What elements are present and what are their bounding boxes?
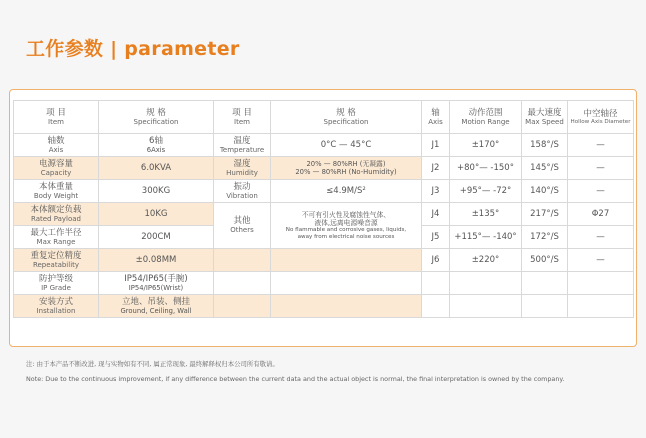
motion-range-cell: +80°— -150° <box>450 157 522 180</box>
empty-cell <box>522 295 568 318</box>
header-spec-1: 规 格 Specification <box>99 101 214 134</box>
empty-cell <box>450 272 522 295</box>
note-english-line-1: Note: Due to the continuous improvement, if any difference between the current data and the actual object is normal, the final interpretation is <box>26 375 487 383</box>
item-cell: 安装方式 Installation <box>14 295 99 318</box>
page-title: 工作参数 | parameter <box>26 38 240 60</box>
table-row <box>14 295 634 318</box>
item-cell: 重复定位精度 Repeatability <box>14 249 99 272</box>
empty-cell <box>214 272 271 295</box>
item-cell: 轴数 Axis <box>14 134 99 157</box>
hollow-axis-cell: — <box>568 134 634 157</box>
motion-range-cell: ±135° <box>450 203 522 226</box>
item-cell: 本体重量 Body Weight <box>14 180 99 203</box>
note-english <box>26 375 626 384</box>
table-row <box>14 272 634 295</box>
header-spec-2: 规 格 Specification <box>271 101 422 134</box>
hollow-axis-cell: — <box>568 180 634 203</box>
empty-cell <box>522 272 568 295</box>
env-spec-cell: 不可有引火性及腐蚀性气体、 液体,远离电源噪音源 No flammable and corrosive gases, liquids, away from electrical noise sources <box>271 203 422 249</box>
table-row <box>14 203 634 226</box>
env-item-cell: 其他 Others <box>214 203 271 249</box>
axis-cell: J1 <box>422 134 450 157</box>
parameter-table <box>13 100 634 318</box>
env-spec-cell: ≤4.9M/S² <box>271 180 422 203</box>
empty-cell <box>214 295 271 318</box>
header-hollow-axis: 中空轴径 Hollow Axis Diameter <box>568 101 634 134</box>
item-cell: 最大工作半径 Max Range <box>14 226 99 249</box>
spec-cell: IP54/IP65(手腕) IP54/IP65(Wrist) <box>99 272 214 295</box>
spec-cell: ±0.08MM <box>99 249 214 272</box>
item-cell: 本体额定负载 Rated Payload <box>14 203 99 226</box>
empty-cell <box>214 249 271 272</box>
spec-cell: 6轴 6Axis <box>99 134 214 157</box>
max-speed-cell: 217°/S <box>522 203 568 226</box>
table-row <box>14 134 634 157</box>
motion-range-cell: ±220° <box>450 249 522 272</box>
motion-range-cell: +95°— -72° <box>450 180 522 203</box>
spec-cell: 300KG <box>99 180 214 203</box>
header-axis: 轴 Axis <box>422 101 450 134</box>
spec-cell: 200CM <box>99 226 214 249</box>
spec-cell: 6.0KVA <box>99 157 214 180</box>
motion-range-cell: ±170° <box>450 134 522 157</box>
item-cell: 电源容量 Capacity <box>14 157 99 180</box>
note-chinese: 注: 由于本产品不断改进, 现与实物如有不同, 属正常现象, 最终解释权归本公司所有敬请。 <box>26 360 279 368</box>
max-speed-cell: 158°/S <box>522 134 568 157</box>
item-cell: 防护等级 IP Grade <box>14 272 99 295</box>
max-speed-cell: 500°/S <box>522 249 568 272</box>
axis-cell: J3 <box>422 180 450 203</box>
motion-range-cell: +115°— -140° <box>450 226 522 249</box>
empty-cell <box>271 295 422 318</box>
env-item-cell: 振动 Vibration <box>214 180 271 203</box>
hollow-axis-cell: Φ27 <box>568 203 634 226</box>
table-row <box>14 157 634 180</box>
empty-cell <box>568 272 634 295</box>
table-row <box>14 249 634 272</box>
axis-cell: J5 <box>422 226 450 249</box>
axis-cell: J6 <box>422 249 450 272</box>
hollow-axis-cell: — <box>568 157 634 180</box>
axis-cell: J2 <box>422 157 450 180</box>
hollow-axis-cell: — <box>568 226 634 249</box>
spec-cell: 10KG <box>99 203 214 226</box>
empty-cell <box>422 295 450 318</box>
env-item-cell: 温度 Temperature <box>214 134 271 157</box>
empty-cell <box>271 272 422 295</box>
env-spec-cell: 0°C — 45°C <box>271 134 422 157</box>
hollow-axis-cell: — <box>568 249 634 272</box>
empty-cell <box>568 295 634 318</box>
table-header-row <box>14 101 634 134</box>
axis-cell: J4 <box>422 203 450 226</box>
table-row <box>14 180 634 203</box>
empty-cell <box>271 249 422 272</box>
max-speed-cell: 145°/S <box>522 157 568 180</box>
max-speed-cell: 140°/S <box>522 180 568 203</box>
spec-cell: 立地、吊装、侧挂 Ground, Ceiling, Wall <box>99 295 214 318</box>
empty-cell <box>422 272 450 295</box>
max-speed-cell: 172°/S <box>522 226 568 249</box>
header-max-speed: 最大速度 Max Speed <box>522 101 568 134</box>
note-english-line-2: owned by the company. <box>488 375 565 383</box>
env-item-cell: 湿度 Humidity <box>214 157 271 180</box>
header-item-1: 项 目 Item <box>14 101 99 134</box>
header-item-2: 项 目 Item <box>214 101 271 134</box>
empty-cell <box>450 295 522 318</box>
header-motion-range: 动作范围 Motion Range <box>450 101 522 134</box>
env-spec-cell: 20% — 80%RH (无凝露) 20% — 80%RH (No-Humidity) <box>271 157 422 180</box>
